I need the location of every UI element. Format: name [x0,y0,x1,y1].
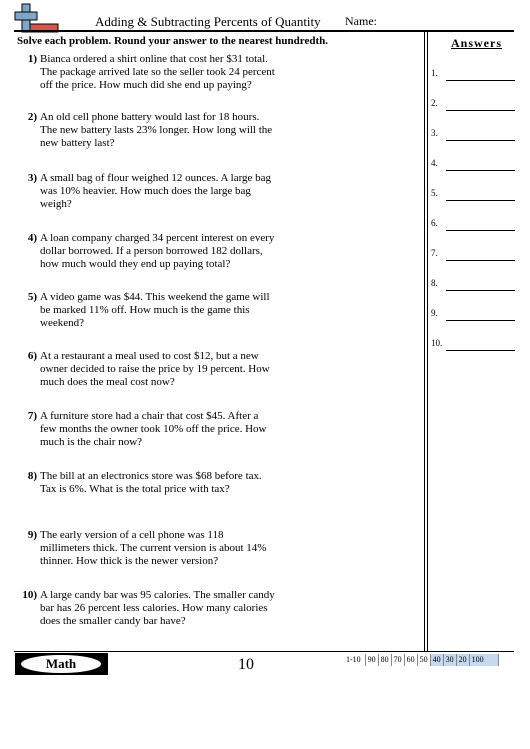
score-cell: 80 [379,654,392,666]
question-number: 8) [27,470,37,482]
worksheet-title: Adding & Subtracting Percents of Quantity [95,14,321,29]
score-cell: 30 [444,654,457,666]
score-range: 1-10 [346,655,361,664]
answer-line[interactable] [446,290,515,291]
answer-line[interactable] [446,110,515,111]
answer-row[interactable] [431,188,515,202]
name-label: Name: [345,14,377,28]
answer-line[interactable] [446,140,515,141]
answer-line[interactable] [446,170,515,171]
answer-number: 3. [431,128,438,138]
question-text: The early version of a cell phone was 118 millimeters thick. The current version is about 14% thinner. How thick is the newer version? [40,529,267,567]
question-text: A furniture store had a chair that cost $45. After a few months the owner took 10% off the price. How much is the chair now? [40,410,267,448]
question-text: An old cell phone battery would last for 18 hours. The new battery lasts 23% longer. How long will the new battery last? [40,111,273,149]
answer-row[interactable] [431,248,515,262]
answers-title: Answers [451,36,502,50]
question-text: Bianca ordered a shirt online that cost her $31 total. The package arrived late so the seller took 24 percent off the price. How much did she end up paying? [40,53,275,91]
score-table [344,654,499,666]
plus-minus-logo [14,3,60,33]
question-number: 5) [27,291,37,303]
instructions: Solve each problem. Round your answer to the nearest hundredth. [17,35,328,47]
answer-row[interactable] [431,158,515,172]
answer-number: 8. [431,278,438,288]
answer-line[interactable] [446,350,515,351]
answer-row[interactable] [431,218,515,232]
question-number: 7) [27,410,37,422]
page-number: 10 [238,656,254,673]
score-cell: 90 [365,654,379,666]
question-number: 3) [27,172,37,184]
answer-row[interactable] [431,68,515,82]
answer-number: 2. [431,98,438,108]
answer-line[interactable] [446,320,515,321]
score-cell: 40 [431,654,444,666]
answer-row[interactable] [431,128,515,142]
answer-line[interactable] [446,80,515,81]
answer-number: 5. [431,188,438,198]
score-cell: 50 [418,654,431,666]
question-number: 10) [22,589,37,601]
answer-line[interactable] [446,260,515,261]
score-cell: 100 [470,654,499,666]
answer-line[interactable] [446,230,515,231]
question-text: The bill at an electronics store was $68 before tax. Tax is 6%. What is the total price with tax? [40,470,262,495]
score-cell: 20 [457,654,470,666]
answer-column-divider [424,32,428,652]
answer-number: 7. [431,248,438,258]
question-text: A video game was $44. This weekend the game will be marked 11% off. How much is the game this weekend? [40,291,270,329]
question-text: A large candy bar was 95 calories. The smaller candy bar has 26 percent less calories. How many calories does the smaller candy bar have? [40,589,275,627]
question-number: 2) [27,111,37,123]
header-rule [14,30,514,32]
answer-row[interactable] [431,278,515,292]
question-text: A small bag of flour weighed 12 ounces. A large bag was 10% heavier. How much does the large bag weigh? [40,172,272,210]
score-cell: 70 [392,654,405,666]
subject-label: Math [21,655,101,673]
answer-number: 10. [431,338,443,348]
question-number: 1) [27,53,37,65]
score-cell: 60 [405,654,418,666]
question-number: 9) [27,529,37,541]
answer-row[interactable] [431,308,515,322]
subject-badge [15,653,108,675]
question-number: 4) [27,232,37,244]
footer-rule [14,651,514,652]
question-text: At a restaurant a meal used to cost $12, but a new owner decided to raise the price by 19 percent. How much does the meal cost now? [40,350,270,388]
answer-row[interactable] [431,98,515,112]
answer-line[interactable] [446,200,515,201]
answer-number: 4. [431,158,438,168]
answer-number: 9. [431,308,438,318]
answer-number: 1. [431,68,438,78]
answer-number: 6. [431,218,438,228]
answer-row[interactable] [431,338,515,352]
question-text: A loan company charged 34 percent interest on every dollar borrowed. If a person borrowed 182 dollars, how much would they end up paying total? [40,232,275,270]
question-number: 6) [27,350,37,362]
